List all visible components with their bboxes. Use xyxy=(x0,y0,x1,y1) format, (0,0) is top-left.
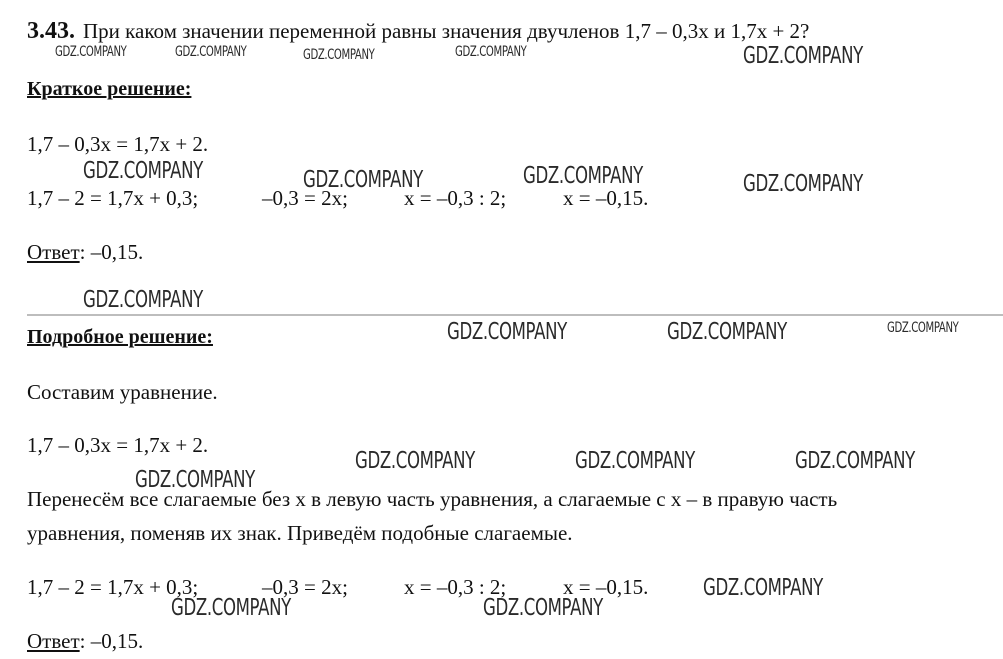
detailed-step-2: –0,3 = 2x; xyxy=(262,575,348,599)
watermark: GDZ.COMPANY xyxy=(887,320,959,336)
detailed-intro: Составим уравнение. xyxy=(27,380,218,404)
watermark: GDZ.COMPANY xyxy=(455,44,527,60)
detailed-explanation-1: Перенесём все слагаемые без x в левую часть уравнения, а слагаемые с x – в правую часть xyxy=(27,487,838,511)
watermark: GDZ.COMPANY xyxy=(55,44,127,60)
detailed-equation: 1,7 – 0,3x = 1,7x + 2. xyxy=(27,433,209,457)
short-step-4: x = –0,15. xyxy=(563,186,649,210)
watermark: GDZ.COMPANY xyxy=(83,287,203,313)
short-step-1: 1,7 – 2 = 1,7x + 0,3; xyxy=(27,186,199,210)
watermark: GDZ.COMPANY xyxy=(83,158,203,184)
short-solution-heading: Краткое решение: xyxy=(27,78,192,100)
watermark: GDZ.COMPANY xyxy=(743,171,863,197)
short-answer xyxy=(27,240,143,264)
watermark: GDZ.COMPANY xyxy=(303,167,423,193)
watermark: GDZ.COMPANY xyxy=(743,43,863,69)
problem-question: При каком значении переменной равны значения двучленов 1,7 – 0,3x и 1,7x + 2? xyxy=(83,19,810,43)
short-step-2: –0,3 = 2x; xyxy=(262,186,348,210)
section-divider xyxy=(27,314,1003,316)
detailed-answer xyxy=(27,629,143,653)
detailed-answer-label: Ответ xyxy=(27,629,80,653)
short-answer-value: : –0,15. xyxy=(79,240,144,264)
watermark: GDZ.COMPANY xyxy=(355,448,475,474)
problem-line xyxy=(27,18,809,45)
watermark: GDZ.COMPANY xyxy=(171,595,291,621)
watermark: GDZ.COMPANY xyxy=(303,47,375,63)
watermark: GDZ.COMPANY xyxy=(667,319,787,345)
short-step-3: x = –0,3 : 2; xyxy=(404,186,507,210)
detailed-explanation-2: уравнения, поменяв их знак. Приведём подобные слагаемые. xyxy=(27,521,573,545)
watermark: GDZ.COMPANY xyxy=(575,448,695,474)
short-answer-label: Ответ xyxy=(27,240,80,264)
problem-number: 3.43. xyxy=(27,18,75,44)
watermark: GDZ.COMPANY xyxy=(175,44,247,60)
detailed-step-3: x = –0,3 : 2; xyxy=(404,575,507,599)
detailed-step-1: 1,7 – 2 = 1,7x + 0,3; xyxy=(27,575,199,599)
watermark: GDZ.COMPANY xyxy=(703,575,823,601)
watermark: GDZ.COMPANY xyxy=(135,467,255,493)
detailed-solution-heading: Подробное решение: xyxy=(27,326,213,348)
detailed-step-4: x = –0,15. xyxy=(563,575,649,599)
detailed-answer-value: : –0,15. xyxy=(79,629,144,653)
watermark: GDZ.COMPANY xyxy=(447,319,567,345)
short-equation: 1,7 – 0,3x = 1,7x + 2. xyxy=(27,132,209,156)
watermark: GDZ.COMPANY xyxy=(483,595,603,621)
watermark: GDZ.COMPANY xyxy=(795,448,915,474)
watermark: GDZ.COMPANY xyxy=(523,163,643,189)
